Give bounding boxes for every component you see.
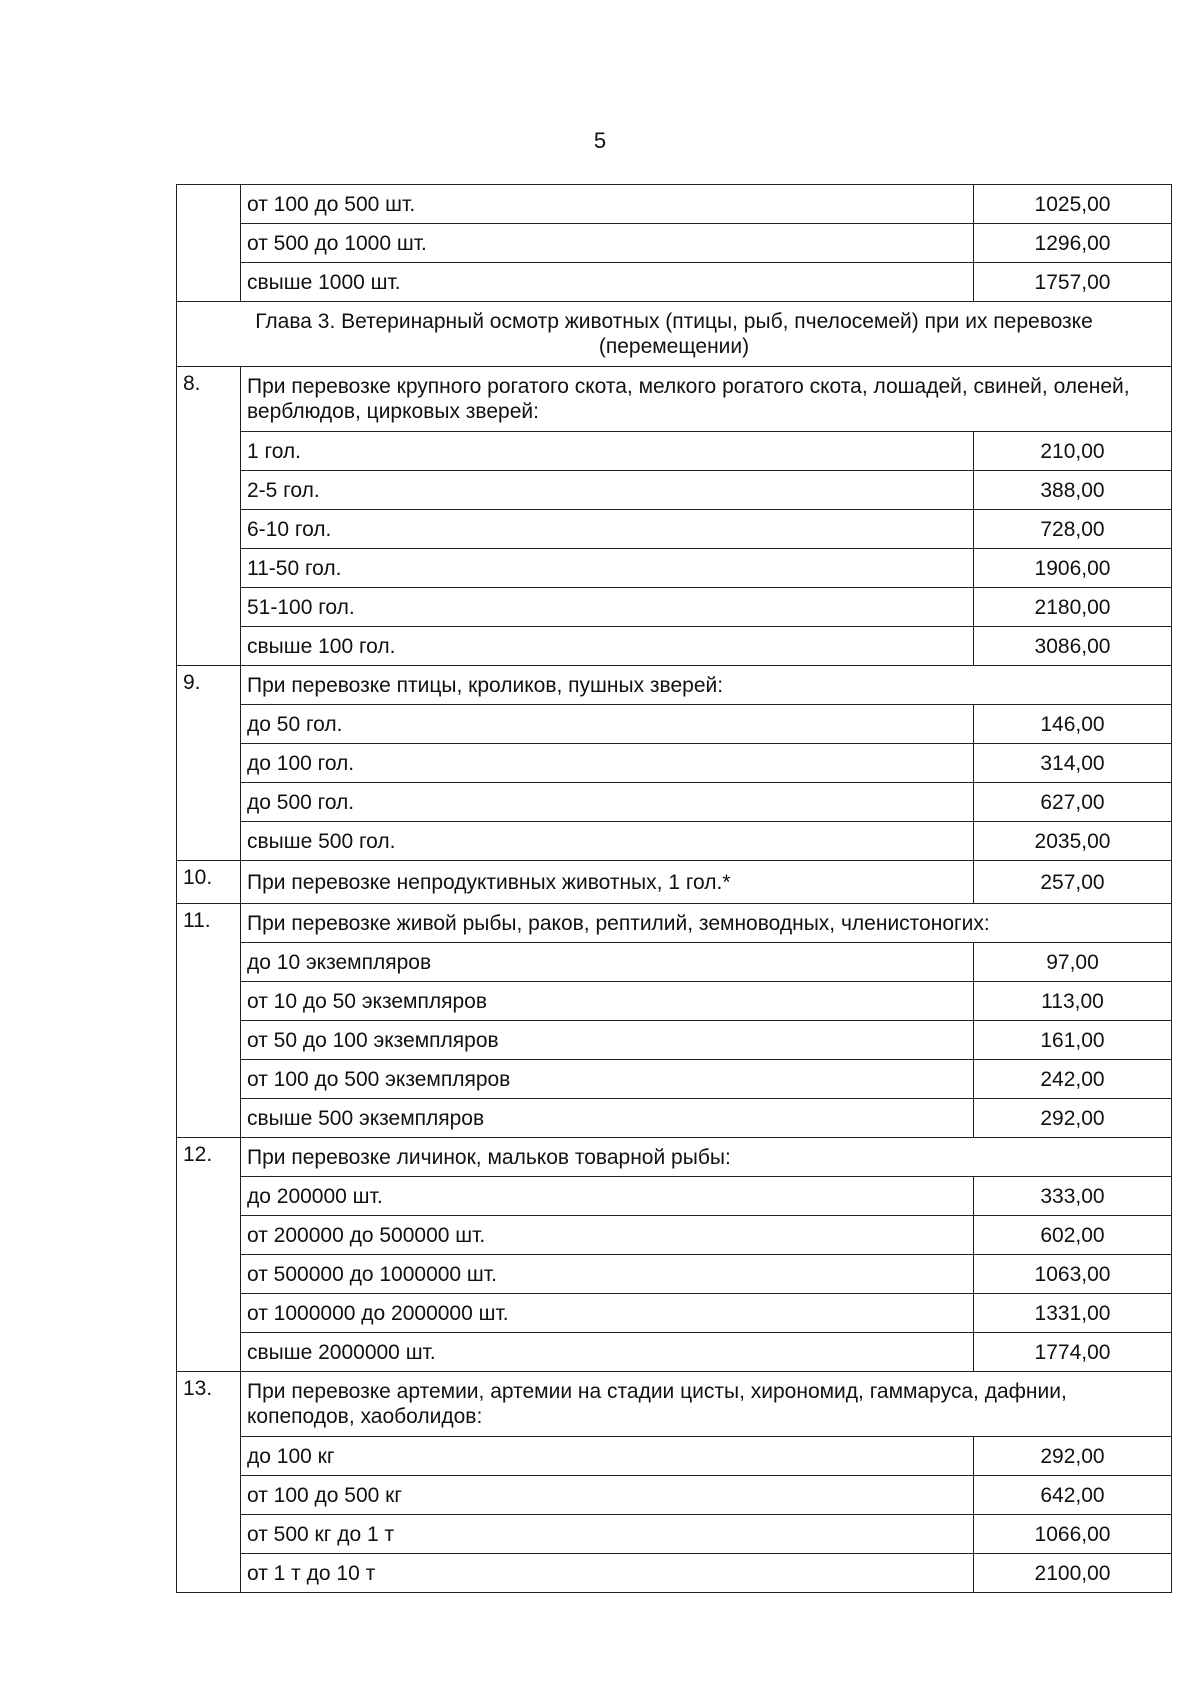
table-row [177,1554,1172,1593]
item-price: 2100,00 [974,1554,1172,1593]
item-label: до 200000 шт. [241,1177,974,1216]
item-label: от 500 до 1000 шт. [241,224,974,263]
table-row [177,588,1172,627]
item-label: до 500 гол. [241,783,974,822]
table-row [177,1216,1172,1255]
section-header-row [177,904,1172,943]
item-label: свыше 1000 шт. [241,263,974,302]
item-price: 3086,00 [974,627,1172,666]
item-label: свыше 500 гол. [241,822,974,861]
table-row [177,627,1172,666]
item-price: 210,00 [974,432,1172,471]
table-row [177,1515,1172,1554]
item-label: до 10 экземпляров [241,943,974,982]
table-row [177,1476,1172,1515]
item-price: 161,00 [974,1021,1172,1060]
item-label: от 200000 до 500000 шт. [241,1216,974,1255]
table-row [177,982,1172,1021]
table-row [177,432,1172,471]
table-row [177,783,1172,822]
table-row [177,943,1172,982]
item-price: 1063,00 [974,1255,1172,1294]
item-label: от 500000 до 1000000 шт. [241,1255,974,1294]
item-price: 602,00 [974,1216,1172,1255]
table-row [177,224,1172,263]
tariff-table [176,184,1172,1593]
item-price: 388,00 [974,471,1172,510]
table-row [177,822,1172,861]
chapter-title: Глава 3. Ветеринарный осмотр животных (птицы, рыб, пчелосемей) при их перевозке (перемещении) [177,302,1172,367]
item-price: 1025,00 [974,185,1172,224]
item-price: 146,00 [974,705,1172,744]
tariff-table-body [177,185,1172,1593]
item-label: 11-50 гол. [241,549,974,588]
item-label: от 100 до 500 кг [241,1476,974,1515]
table-row [177,549,1172,588]
item-price: 728,00 [974,510,1172,549]
item-price: 642,00 [974,1476,1172,1515]
section-header-row [177,367,1172,432]
page-number: 5 [593,128,607,153]
item-label: от 10 до 50 экземпляров [241,982,974,1021]
item-label: свыше 100 гол. [241,627,974,666]
item-price: 2180,00 [974,588,1172,627]
item-price: 292,00 [974,1099,1172,1138]
chapter-row [177,302,1172,367]
item-price: 1906,00 [974,549,1172,588]
item-label: до 100 кг [241,1437,974,1476]
section-price: 257,00 [974,861,1172,904]
table-row [177,1021,1172,1060]
table-row [177,1099,1172,1138]
section-title: При перевозке артемии, артемии на стадии цисты, хирономид, гаммаруса, дафнии, копеподов, хаоболидов: [241,1372,1172,1437]
item-label: от 50 до 100 экземпляров [241,1021,974,1060]
item-label: свыше 500 экземпляров [241,1099,974,1138]
section-header-row [177,1138,1172,1177]
table-row [177,471,1172,510]
table-row [177,1255,1172,1294]
table-row [177,1294,1172,1333]
section-header-row [177,666,1172,705]
item-label: 2-5 гол. [241,471,974,510]
item-label: до 50 гол. [241,705,974,744]
item-price: 627,00 [974,783,1172,822]
section-number: 12. [177,1138,241,1372]
item-number-cell [177,185,241,302]
item-price: 1774,00 [974,1333,1172,1372]
item-label: до 100 гол. [241,744,974,783]
item-label: от 500 кг до 1 т [241,1515,974,1554]
section-title: При перевозке личинок, мальков товарной рыбы: [241,1138,1172,1177]
section-title: При перевозке живой рыбы, раков, рептилий, земноводных, членистоногих: [241,904,1172,943]
section-title: При перевозке птицы, кроликов, пушных зверей: [241,666,1172,705]
item-price: 292,00 [974,1437,1172,1476]
table-row [177,185,1172,224]
section-title: При перевозке крупного рогатого скота, мелкого рогатого скота, лошадей, свиней, оленей, верблюдов, цирковых зверей: [241,367,1172,432]
item-price: 1066,00 [974,1515,1172,1554]
section-title: При перевозке непродуктивных животных, 1 гол.* [241,861,974,904]
item-price: 1296,00 [974,224,1172,263]
section-number: 10. [177,861,241,904]
item-label: свыше 2000000 шт. [241,1333,974,1372]
table-row [177,1060,1172,1099]
section-header-row [177,1372,1172,1437]
section-row [177,861,1172,904]
table-row [177,1437,1172,1476]
table-row [177,705,1172,744]
section-number: 11. [177,904,241,1138]
item-price: 113,00 [974,982,1172,1021]
item-price: 333,00 [974,1177,1172,1216]
item-label: от 1000000 до 2000000 шт. [241,1294,974,1333]
item-price: 1331,00 [974,1294,1172,1333]
table-row [177,744,1172,783]
item-label: 51-100 гол. [241,588,974,627]
section-number: 8. [177,367,241,666]
item-price: 1757,00 [974,263,1172,302]
item-price: 242,00 [974,1060,1172,1099]
item-label: от 1 т до 10 т [241,1554,974,1593]
table-row [177,510,1172,549]
item-label: от 100 до 500 шт. [241,185,974,224]
section-number: 13. [177,1372,241,1593]
item-label: 1 гол. [241,432,974,471]
section-number: 9. [177,666,241,861]
table-row [177,1333,1172,1372]
item-label: от 100 до 500 экземпляров [241,1060,974,1099]
item-label: 6-10 гол. [241,510,974,549]
table-row [177,1177,1172,1216]
item-price: 97,00 [974,943,1172,982]
item-price: 2035,00 [974,822,1172,861]
table-row [177,263,1172,302]
item-price: 314,00 [974,744,1172,783]
